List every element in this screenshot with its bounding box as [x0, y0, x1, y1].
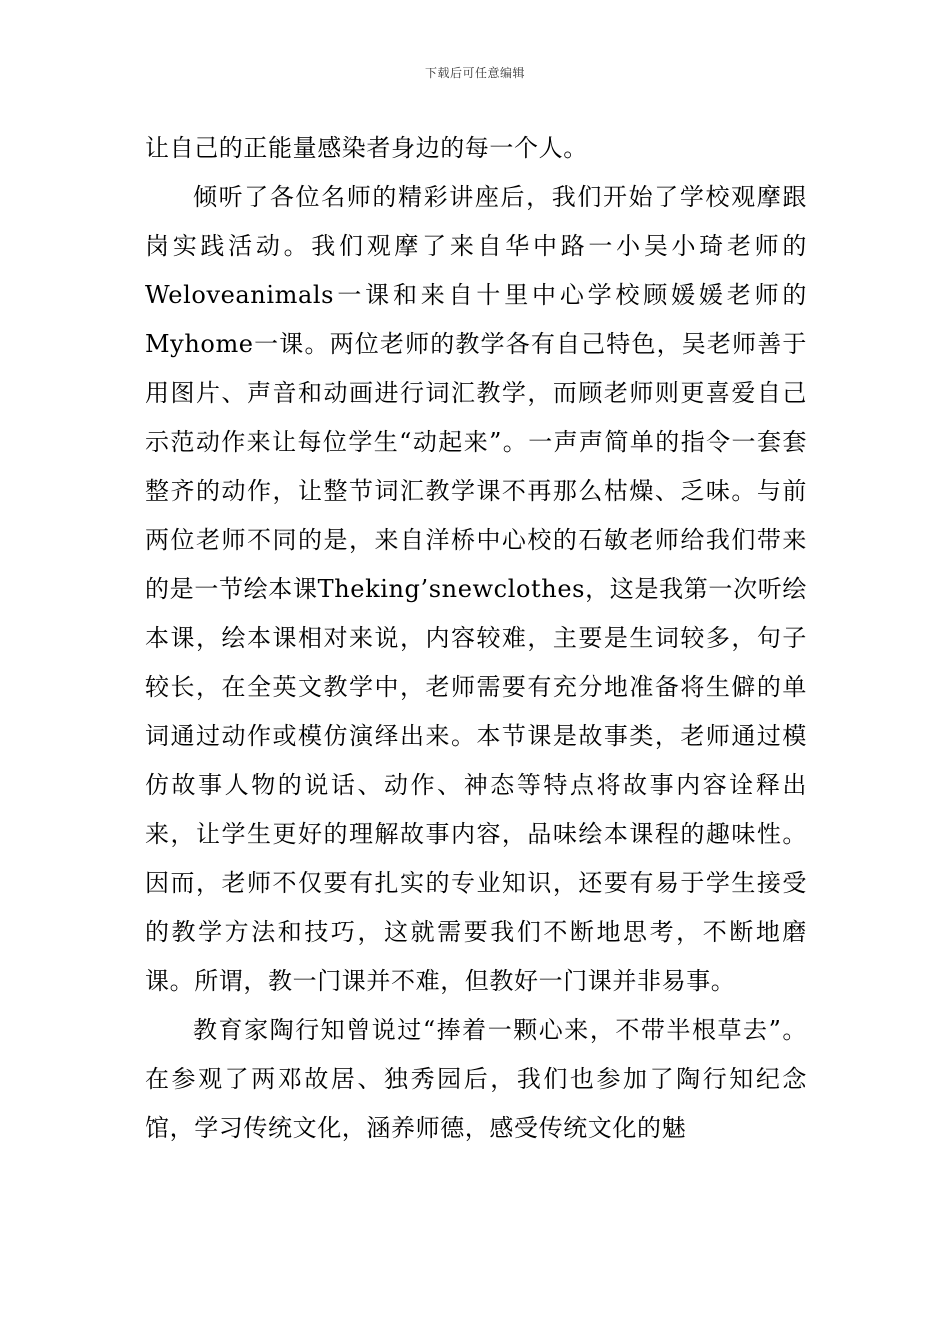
paragraph-3: 教育家陶行知曾说过“捧着一颗心来，不带半根草去”。在参观了两邓故居、独秀园后，我们也参加了陶行知纪念馆，学习传统文化，涵养师德，感受传统文化的魅 — [145, 1016, 807, 1142]
document-body — [145, 124, 807, 1153]
paragraph-1: 让自己的正能量感染者身边的每一个人。 — [145, 134, 588, 162]
page-header-note: 下载后可任意编辑 — [424, 66, 525, 80]
paragraph-2: 倾听了各位名师的精彩讲座后，我们开始了学校观摩跟岗实践活动。我们观摩了来自华中路一小吴小琦老师的Weloveanimals一课和来自十里中心学校顾媛媛老师的Myhome一课。两位老师的教学各有自己特色，吴老师善于用图片、声音和动画进行词汇教学，而顾老师则更喜爱自己示范动作来让每位学生“动起来”。一声声简单的指令一套套整齐的动作，让整节词汇教学课不再那么枯燥、乏味。与前两位老师不同的是，来自洋桥中心校的石敏老师给我们带来的是一节绘本课Theking’snewclothes，这是我第一次听绘本课，绘本课相对来说，内容较难，主要是生词较多，句子较长，在全英文教学中，老师需要有充分地准备将生僻的单词通过动作或模仿演绎出来。本节课是故事类，老师通过模仿故事人物的说话、动作、神态等特点将故事内容诠释出来，让学生更好的理解故事内容，品味绘本课程的趣味性。因而，老师不仅要有扎实的专业知识，还要有易于学生接受的教学方法和技巧，这就需要我们不断地思考，不断地磨课。所谓，教一门课并不难，但教好一门课并非易事。 — [145, 183, 807, 995]
